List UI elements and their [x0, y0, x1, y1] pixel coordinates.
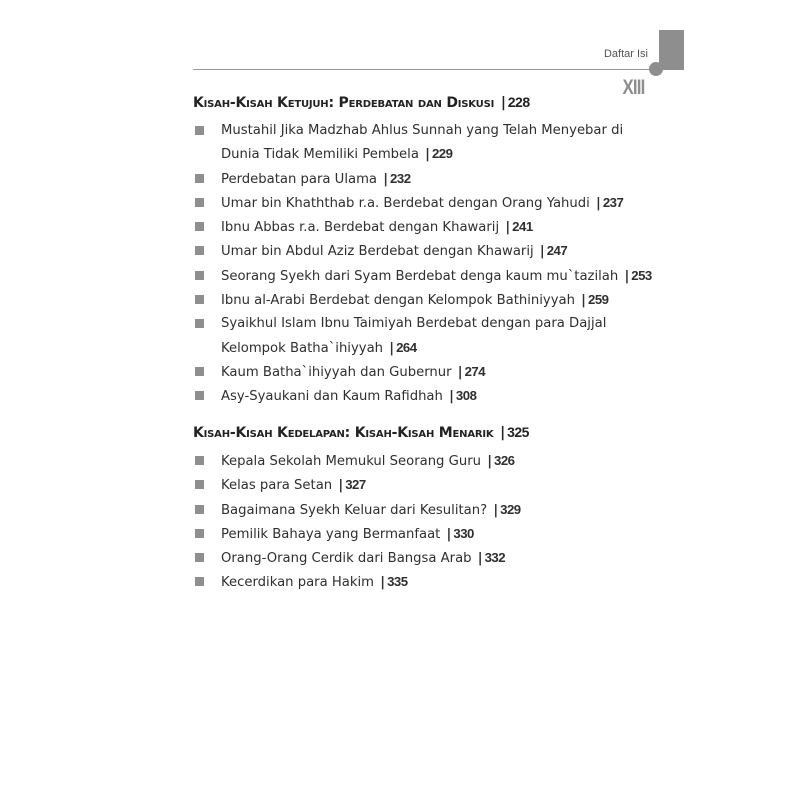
toc-item-page: 332 [484, 550, 506, 566]
toc-section-8 [193, 422, 663, 595]
toc-item-title: Umar bin Khaththab r.a. Berdebat dengan Orang Yahudi [221, 195, 590, 211]
toc-item[interactable] [193, 546, 663, 570]
separator: | [338, 478, 344, 494]
separator: | [581, 293, 586, 309]
toc-item-title: Orang-Orang Cerdik dari Bangsa Arab [221, 551, 472, 567]
square-bullet-icon [195, 246, 204, 255]
section-page: 325 [507, 424, 529, 440]
toc-item-page: 327 [345, 477, 366, 493]
toc-item[interactable] [193, 384, 663, 408]
toc-item-title: Mustahil Jika Madzhab Ahlus Sunnah yang Telah Menyebar di Dunia Tidak Memiliki Pembela [221, 123, 624, 163]
toc-list [193, 119, 663, 409]
toc-item-page: 274 [464, 363, 486, 379]
toc-item-title: Kelas para Setan [221, 478, 333, 494]
toc-item-title: Kaum Batha`ihiyyah dan Gubernur [221, 364, 452, 380]
toc-section-7 [193, 92, 663, 409]
section-title [193, 422, 663, 443]
toc-item[interactable] [193, 498, 663, 522]
toc-item-page: 229 [431, 146, 453, 162]
square-bullet-icon [195, 295, 204, 304]
separator: | [383, 171, 389, 187]
toc-item-page: 335 [387, 574, 408, 590]
toc-item-title: Bagaimana Syekh Keluar dari Kesulitan? [221, 502, 488, 518]
separator: | [596, 195, 601, 211]
toc-item[interactable] [193, 522, 663, 546]
toc-list [193, 449, 663, 595]
square-bullet-icon [195, 271, 204, 280]
toc-item-title: Umar bin Abdul Aziz Berdebat dengan Khawarij [221, 244, 534, 260]
toc-item[interactable] [193, 288, 663, 312]
toc-item[interactable] [193, 119, 663, 167]
toc-item-page: 237 [602, 194, 624, 210]
separator: | [477, 551, 483, 567]
toc-item-page: 247 [546, 243, 568, 259]
toc-item-page: 232 [390, 170, 411, 186]
separator: | [500, 95, 506, 111]
separator: | [446, 526, 452, 542]
tab-dot [649, 62, 663, 76]
toc-item[interactable] [193, 215, 663, 239]
section-tab-marker [659, 30, 684, 70]
square-bullet-icon [195, 367, 204, 376]
section-title [193, 92, 663, 113]
toc-item-title: Kepala Sekolah Memukul Seorang Guru [221, 454, 481, 469]
square-bullet-icon [195, 198, 204, 207]
separator: | [449, 389, 454, 405]
toc-item[interactable] [193, 167, 663, 191]
toc-item[interactable] [193, 473, 663, 497]
toc-item-title: Asy-Syaukani dan Kaum Rafidhah [221, 389, 443, 405]
toc-item-page: 308 [455, 388, 477, 404]
square-bullet-icon [195, 456, 204, 465]
square-bullet-icon [195, 222, 204, 231]
square-bullet-icon [195, 529, 204, 538]
toc-item[interactable] [193, 449, 663, 473]
separator: | [389, 340, 395, 356]
separator: | [380, 575, 386, 591]
square-bullet-icon [195, 126, 204, 135]
toc-item-title: Ibnu Abbas r.a. Berdebat dengan Khawarij [221, 220, 500, 236]
toc-item-page: 326 [494, 453, 515, 468]
toc-item-page: 253 [631, 267, 652, 283]
square-bullet-icon [195, 505, 204, 514]
square-bullet-icon [195, 174, 204, 183]
separator: | [539, 244, 545, 260]
square-bullet-icon [195, 553, 204, 562]
separator: | [487, 454, 493, 469]
square-bullet-icon [195, 577, 204, 586]
toc-item-page: 259 [588, 292, 609, 308]
separator: | [425, 147, 430, 163]
toc-item[interactable] [193, 239, 663, 263]
toc-item[interactable] [193, 360, 663, 384]
toc-item-title: Kecerdikan para Hakim [221, 575, 375, 591]
section-page: 228 [507, 94, 530, 110]
page-number: XIII [622, 76, 645, 99]
square-bullet-icon [195, 391, 204, 400]
running-head: Daftar Isi [603, 48, 648, 60]
toc-item-title: Pemilik Bahaya yang Bermanfaat [221, 526, 441, 542]
toc-item-page: 330 [453, 525, 474, 541]
toc-item-title: Perdebatan para Ulama [221, 171, 377, 187]
section-title-text: Kisah-Kisah Kedelapan: Kisah-Kisah Menarik [193, 425, 494, 441]
separator: | [493, 502, 499, 518]
section-title-text: Kisah-Kisah Ketujuh: Perdebatan dan Diskusi [193, 95, 495, 111]
toc-item-title: Syaikhul Islam Ibnu Taimiyah Berdebat dengan para Dajjal Kelompok Batha`ihiyyah [221, 316, 607, 356]
toc-item-title: Seorang Syekh dari Syam Berdebat denga kaum mu`tazilah [221, 268, 619, 284]
toc-item-page: 241 [512, 219, 533, 235]
toc-item[interactable] [193, 264, 663, 288]
toc-item[interactable] [193, 570, 663, 594]
toc-item-page: 329 [500, 501, 521, 517]
header-rule [193, 69, 658, 70]
square-bullet-icon [195, 480, 204, 489]
square-bullet-icon [195, 319, 204, 328]
separator: | [624, 268, 630, 284]
toc-item-title: Ibnu al-Arabi Berdebat dengan Kelompok Bathiniyyah [221, 293, 575, 309]
toc-item[interactable] [193, 191, 663, 215]
toc-item[interactable] [193, 312, 663, 360]
separator: | [505, 220, 511, 236]
separator: | [457, 364, 463, 380]
separator: | [500, 425, 506, 441]
toc-item-page: 264 [396, 339, 417, 355]
